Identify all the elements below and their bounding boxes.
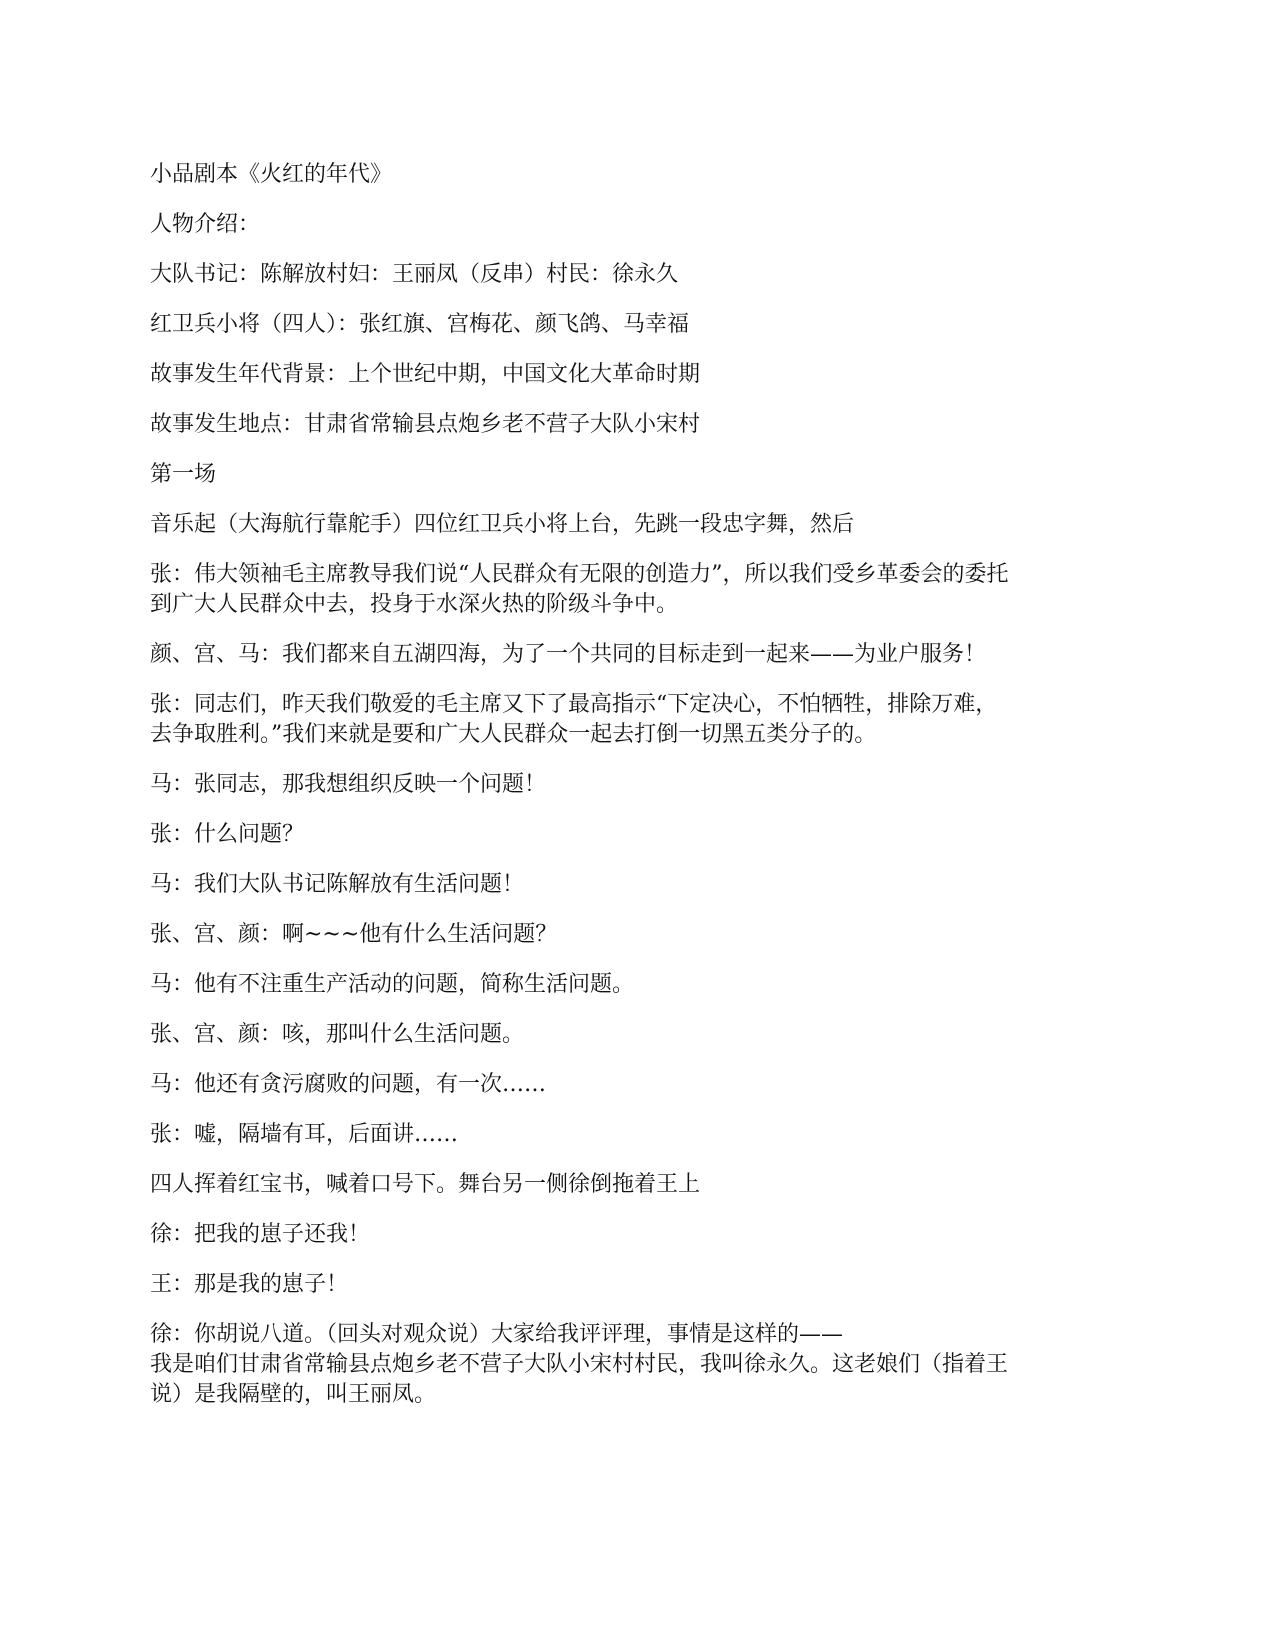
paragraph-line: 音乐起（大海航行靠舵手）四位红卫兵小将上台，先跳一段忠字舞，然后 [150, 512, 855, 537]
paragraph-line: 小品剧本《火红的年代》 [150, 162, 393, 187]
paragraph-line: 我是咱们甘肃省常输县点炮乡老不营子大队小宋村村民，我叫徐永久。这老娘们（指着王 [150, 1352, 1009, 1377]
script-paragraph [150, 1320, 1125, 1410]
paragraph-line: 王：那是我的崽子！ [150, 1272, 349, 1297]
script-paragraph [150, 640, 1125, 670]
script-paragraph [150, 460, 1125, 490]
script-paragraph [150, 1170, 1125, 1200]
paragraph-line: 张、宫、颜：啊~~~他有什么生活问题？ [150, 922, 558, 947]
script-paragraph [150, 970, 1125, 1000]
script-paragraph [150, 360, 1125, 390]
paragraph-line: 张：伟大领袖毛主席教导我们说“人民群众有无限的创造力”，所以我们受乡革委会的委托 [150, 562, 1009, 587]
paragraph-line: 红卫兵小将（四人）：张红旗、宫梅花、颜飞鸽、马幸福 [150, 312, 690, 337]
script-paragraph [150, 1120, 1125, 1150]
paragraph-line: 到广大人民群众中去，投身于水深火热的阶级斗争中。 [150, 592, 679, 617]
paragraph-line: 马：张同志，那我想组织反映一个问题！ [150, 772, 547, 797]
script-paragraph [150, 1220, 1125, 1250]
paragraph-line: 第一场 [150, 462, 217, 487]
paragraph-line: 张：什么问题？ [150, 822, 305, 847]
script-paragraph [150, 260, 1125, 290]
paragraph-line: 大队书记：陈解放村妇：王丽凤（反串）村民：徐永久 [150, 262, 679, 287]
paragraph-line: 张：嘘，隔墙有耳，后面讲…… [150, 1122, 459, 1147]
script-paragraph [150, 770, 1125, 800]
script-paragraph [150, 1070, 1125, 1100]
paragraph-line: 说）是我隔壁的，叫王丽凤。 [150, 1382, 437, 1407]
script-paragraph [150, 1270, 1125, 1300]
script-paragraph [150, 410, 1125, 440]
paragraph-line: 四人挥着红宝书，喊着口号下。舞台另一侧徐倒拖着王上 [150, 1172, 701, 1197]
paragraph-line: 人物介绍： [150, 212, 261, 237]
paragraph-line: 徐：把我的崽子还我！ [150, 1222, 371, 1247]
paragraph-line: 马：我们大队书记陈解放有生活问题！ [150, 872, 525, 897]
script-paragraph [150, 1020, 1125, 1050]
script-paragraph [150, 510, 1125, 540]
paragraph-line: 故事发生年代背景：上个世纪中期，中国文化大革命时期 [150, 362, 701, 387]
paragraph-line: 张、宫、颜：咳，那叫什么生活问题。 [150, 1022, 525, 1047]
script-paragraph [150, 210, 1125, 240]
paragraph-line: 马：他还有贪污腐败的问题，有一次…… [150, 1072, 547, 1097]
document-page [150, 160, 1125, 1430]
paragraph-line: 去争取胜利。”我们来就是要和广大人民群众一起去打倒一切黑五类分子的。 [150, 722, 877, 747]
script-paragraph [150, 820, 1125, 850]
script-paragraph [150, 160, 1125, 190]
script-paragraph [150, 310, 1125, 340]
paragraph-line: 颜、宫、马：我们都来自五湖四海，为了一个共同的目标走到一起来——为业户服务！ [150, 642, 987, 667]
paragraph-line: 徐：你胡说八道。（回头对观众说）大家给我评评理，事情是这样的—— [150, 1322, 844, 1347]
script-paragraph [150, 920, 1125, 950]
script-paragraph [150, 560, 1125, 620]
paragraph-line: 故事发生地点：甘肃省常输县点炮乡老不营子大队小宋村 [150, 412, 701, 437]
paragraph-line: 张：同志们，昨天我们敬爱的毛主席又下了最高指示“下定决心，不怕牺牲，排除万难， [150, 692, 998, 717]
paragraph-line: 马：他有不注重生产活动的问题，简称生活问题。 [150, 972, 635, 997]
script-paragraph [150, 870, 1125, 900]
script-paragraph [150, 690, 1125, 750]
